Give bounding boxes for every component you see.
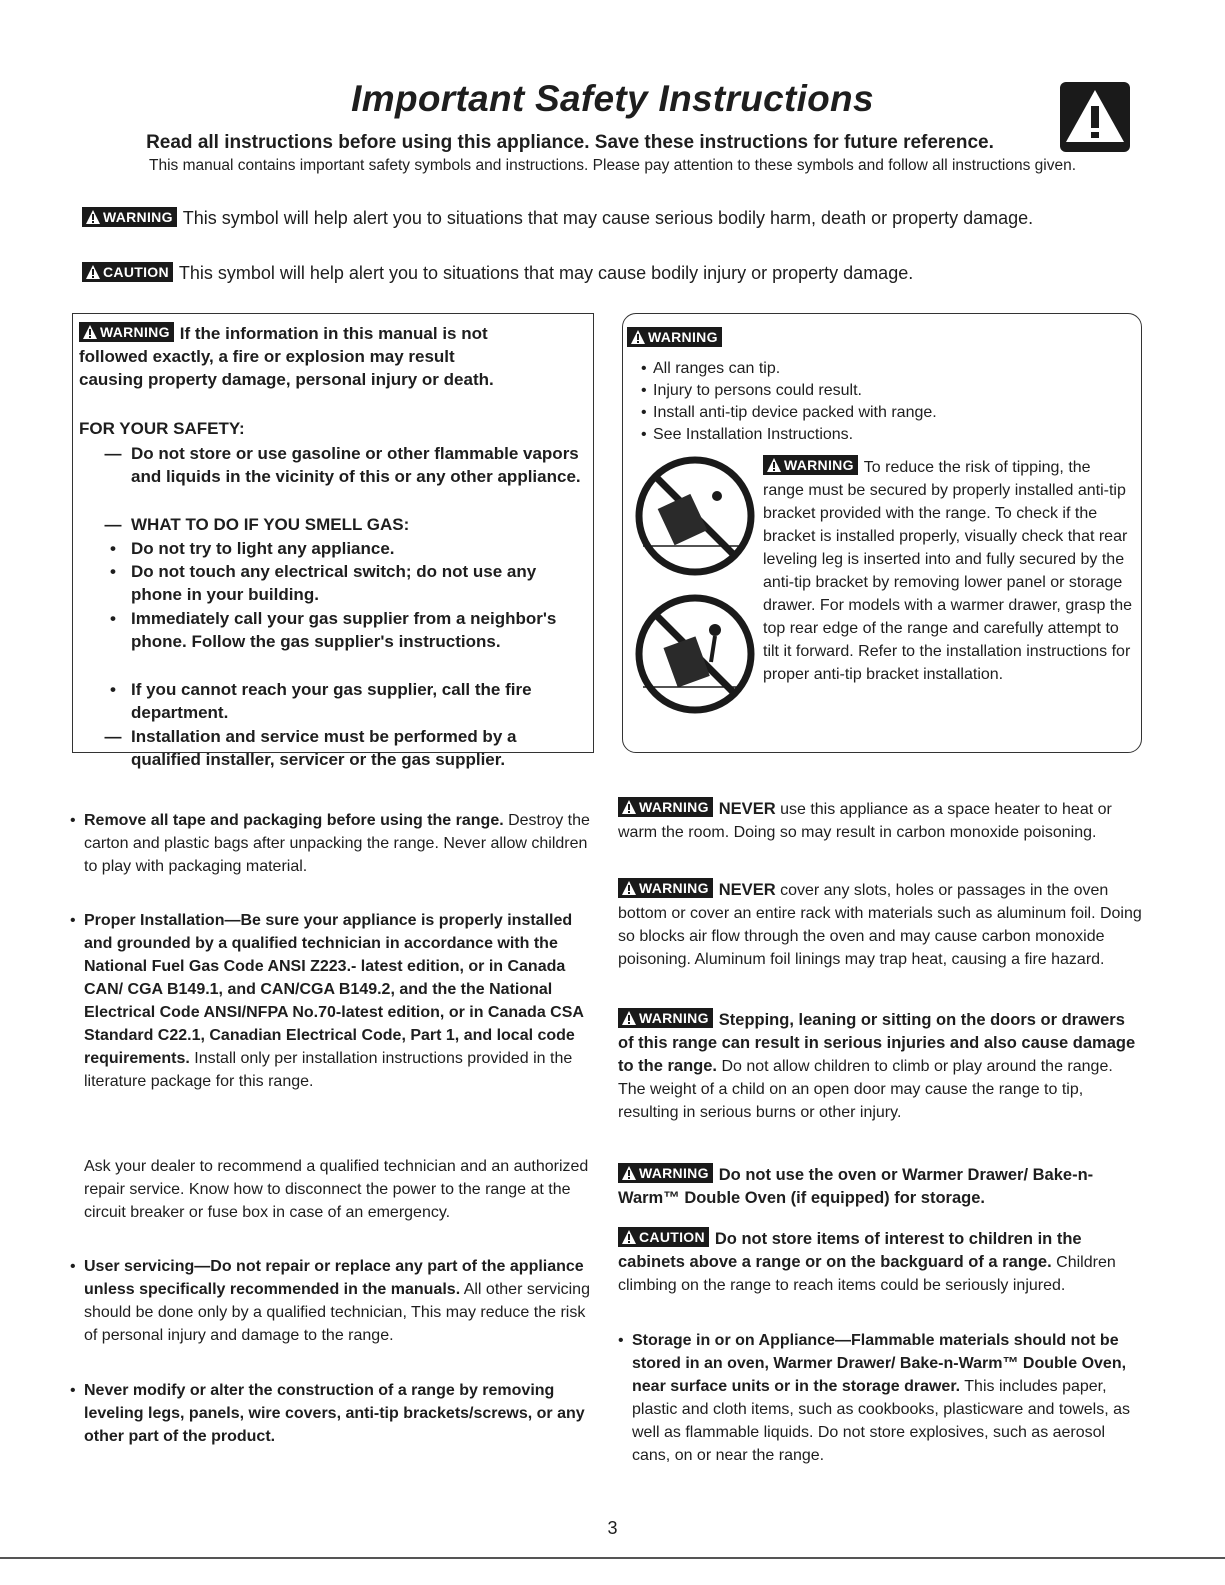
alert-triangle-icon — [85, 209, 101, 225]
alert-triangle-icon — [82, 324, 98, 340]
list-item: • Proper Installation—Be sure your appliance is properly installed and grounded by a qualified technician in accordance with the National Fuel Gas Code ANSI Z223.- latest edition, or in Canada CAN/ CGA B149.1, and CAN/CGA B149.2, and the the National Electrical Code ANSI/NFPA No.70-latest edition, or in Canada CSA Standard C22.1, Canadian Electrical Code, Part 1, and local code requirements. Install only per installation instructions provided in the literature package for this range. — [70, 912, 584, 1090]
page-number: 3 — [607, 1518, 618, 1538]
warning-badge: WARNING — [618, 1163, 713, 1183]
warning-badge: WARNING — [618, 878, 713, 898]
children-caution: CAUTION Do not store items of interest to children in the cabinets above a range or on the backguard of a range. Children climbing on the range to reach items could be seriously injured. — [618, 1229, 1116, 1294]
list-item: • Remove all tape and packaging before using the range. Destroy the carton and plastic bags after unpacking the range. Never allow children to play with packaging material. — [70, 812, 590, 875]
bottom-rule — [0, 1557, 1225, 1559]
alert-triangle-icon — [621, 880, 637, 896]
safety-heading: FOR YOUR SAFETY: — [79, 419, 245, 438]
alert-triangle-icon — [621, 1010, 637, 1026]
child-on-door-icon — [633, 592, 757, 721]
caution-badge: CAUTION — [82, 262, 173, 282]
warning-symbol-line — [82, 207, 1033, 229]
alert-triangle-icon — [85, 264, 101, 280]
list-item: • All ranges can tip. — [653, 358, 780, 380]
foil-warning: WARNING NEVER cover any slots, holes or passages in the oven bottom or cover an entire rack with materials such as aluminum foil. Doing so blocks air flow through the oven and may cause carbon monoxide poisoning. Aluminum foil linings may trap heat, causing a fire hazard. — [618, 880, 1142, 968]
list-item: • Never modify or alter the construction of a range by removing leveling legs, panels, wire covers, anti-tip brackets/screws, or any other part of the product. — [70, 1382, 585, 1445]
warning-badge: WARNING — [79, 322, 174, 342]
paragraph: Ask your dealer to recommend a qualified technician and an authorized repair service. Know how to disconnect the power to the range at the circuit breaker or fuse box in case of an emergency. — [84, 1158, 589, 1221]
alert-triangle-icon — [621, 799, 637, 815]
tipping-range-icon — [633, 454, 757, 583]
list-item: • Immediately call your gas supplier from a neighbor's phone. Follow the gas supplier's instructions. — [110, 609, 557, 651]
warning-badge: WARNING — [618, 1008, 713, 1028]
intro-text: This manual contains important safety symbols and instructions. Please pay attention to these symbols and follow all instructions given. — [148, 157, 1077, 174]
alert-triangle-icon — [766, 457, 782, 473]
gas-warning-lead: WARNING If the information in this manual is not followed exactly, a fire or explosion may result causing property damage, personal injury or death. — [79, 324, 494, 389]
anti-tip-box — [622, 313, 1142, 753]
caution-symbol-line — [82, 262, 913, 284]
warning-badge: WARNING — [82, 207, 177, 227]
anti-tip-warning-header — [627, 327, 728, 349]
list-item: • Do not try to light any appliance. — [110, 539, 395, 558]
warning-badge: WARNING — [618, 797, 713, 817]
page-title: Important Safety Instructions — [351, 78, 874, 119]
warning-badge: WARNING — [763, 455, 858, 475]
list-item: • Do not touch any electrical switch; do not use any phone in your building. — [110, 562, 537, 604]
gas-warning-box — [72, 313, 594, 769]
list-item: — WHAT TO DO IF YOU SMELL GAS: — [104, 515, 410, 534]
alert-triangle-icon — [621, 1229, 637, 1245]
list-item: • User servicing—Do not repair or replace any part of the appliance unless specifically recommended in the manuals. All other servicing should be done only by a qualified technician, This may reduce the risk of personal injury and damage to the range. — [70, 1258, 590, 1344]
alert-triangle-icon — [621, 1165, 637, 1181]
list-item: • See Installation Instructions. — [653, 424, 853, 446]
stepping-warning: WARNING Stepping, leaning or sitting on the doors or drawers of this range can result in serious injuries and also cause damage to the range. Do not allow children to climb or play around the range. The weight of a child on an open door may cause the range to tip, resulting in serious burns or other injury. — [618, 1010, 1136, 1121]
list-item: • Injury to persons could result. — [653, 380, 862, 402]
alert-triangle-icon — [630, 329, 646, 345]
page-subtitle: Read all instructions before using this appliance. Save these instructions for future reference. — [146, 132, 994, 153]
caution-symbol-text: This symbol will help alert you to situations that may cause bodily injury or property damage. — [178, 263, 914, 283]
anti-tip-instructions: WARNING To reduce the risk of tipping, the range must be secured by properly installed anti-tip bracket provided with the range. To check if the bracket is installed properly, visually check that rear leveling leg is inserted into and fully secured by the anti-tip bracket by removing lower panel or storage drawer. For models with a warmer drawer, grasp the top rear edge of the range and carefully attempt to tilt it forward. Refer to the installation instructions for proper anti-tip bracket installation. — [763, 457, 1133, 683]
space-heater-warning: WARNING NEVER use this appliance as a space heater to heat or warm the room. Doing so may result in carbon monoxide poisoning. — [618, 799, 1112, 841]
storage-warning: WARNING Do not use the oven or Warmer Drawer/ Bake-n-Warm™ Double Oven (if equipped) for storage. — [618, 1165, 1094, 1207]
list-item: — Do not store or use gasoline or other flammable vapors and liquids in the vicinity of this or any other appliance. — [104, 444, 581, 486]
warning-symbol-text: This symbol will help alert you to situations that may cause serious bodily harm, death or property damage. — [182, 208, 1034, 228]
list-item: • If you cannot reach your gas supplier, call the fire department. — [110, 680, 532, 722]
list-item: • Storage in or on Appliance—Flammable materials should not be stored in an oven, Warmer Drawer/ Bake-n-Warm™ Double Oven, near surface units or in the storage drawer. This includes paper, plastic and cloth items, such as cookbooks, plasticware and towels, as well as flammable liquids. Do not store explosives, such as aerosol cans, on or near the range. — [618, 1332, 1131, 1464]
warning-badge: WARNING — [627, 327, 722, 347]
list-item: — Installation and service must be performed by a qualified installer, servicer or the gas supplier. — [104, 727, 517, 769]
list-item: • Install anti-tip device packed with range. — [653, 402, 937, 424]
caution-badge: CAUTION — [618, 1227, 709, 1247]
